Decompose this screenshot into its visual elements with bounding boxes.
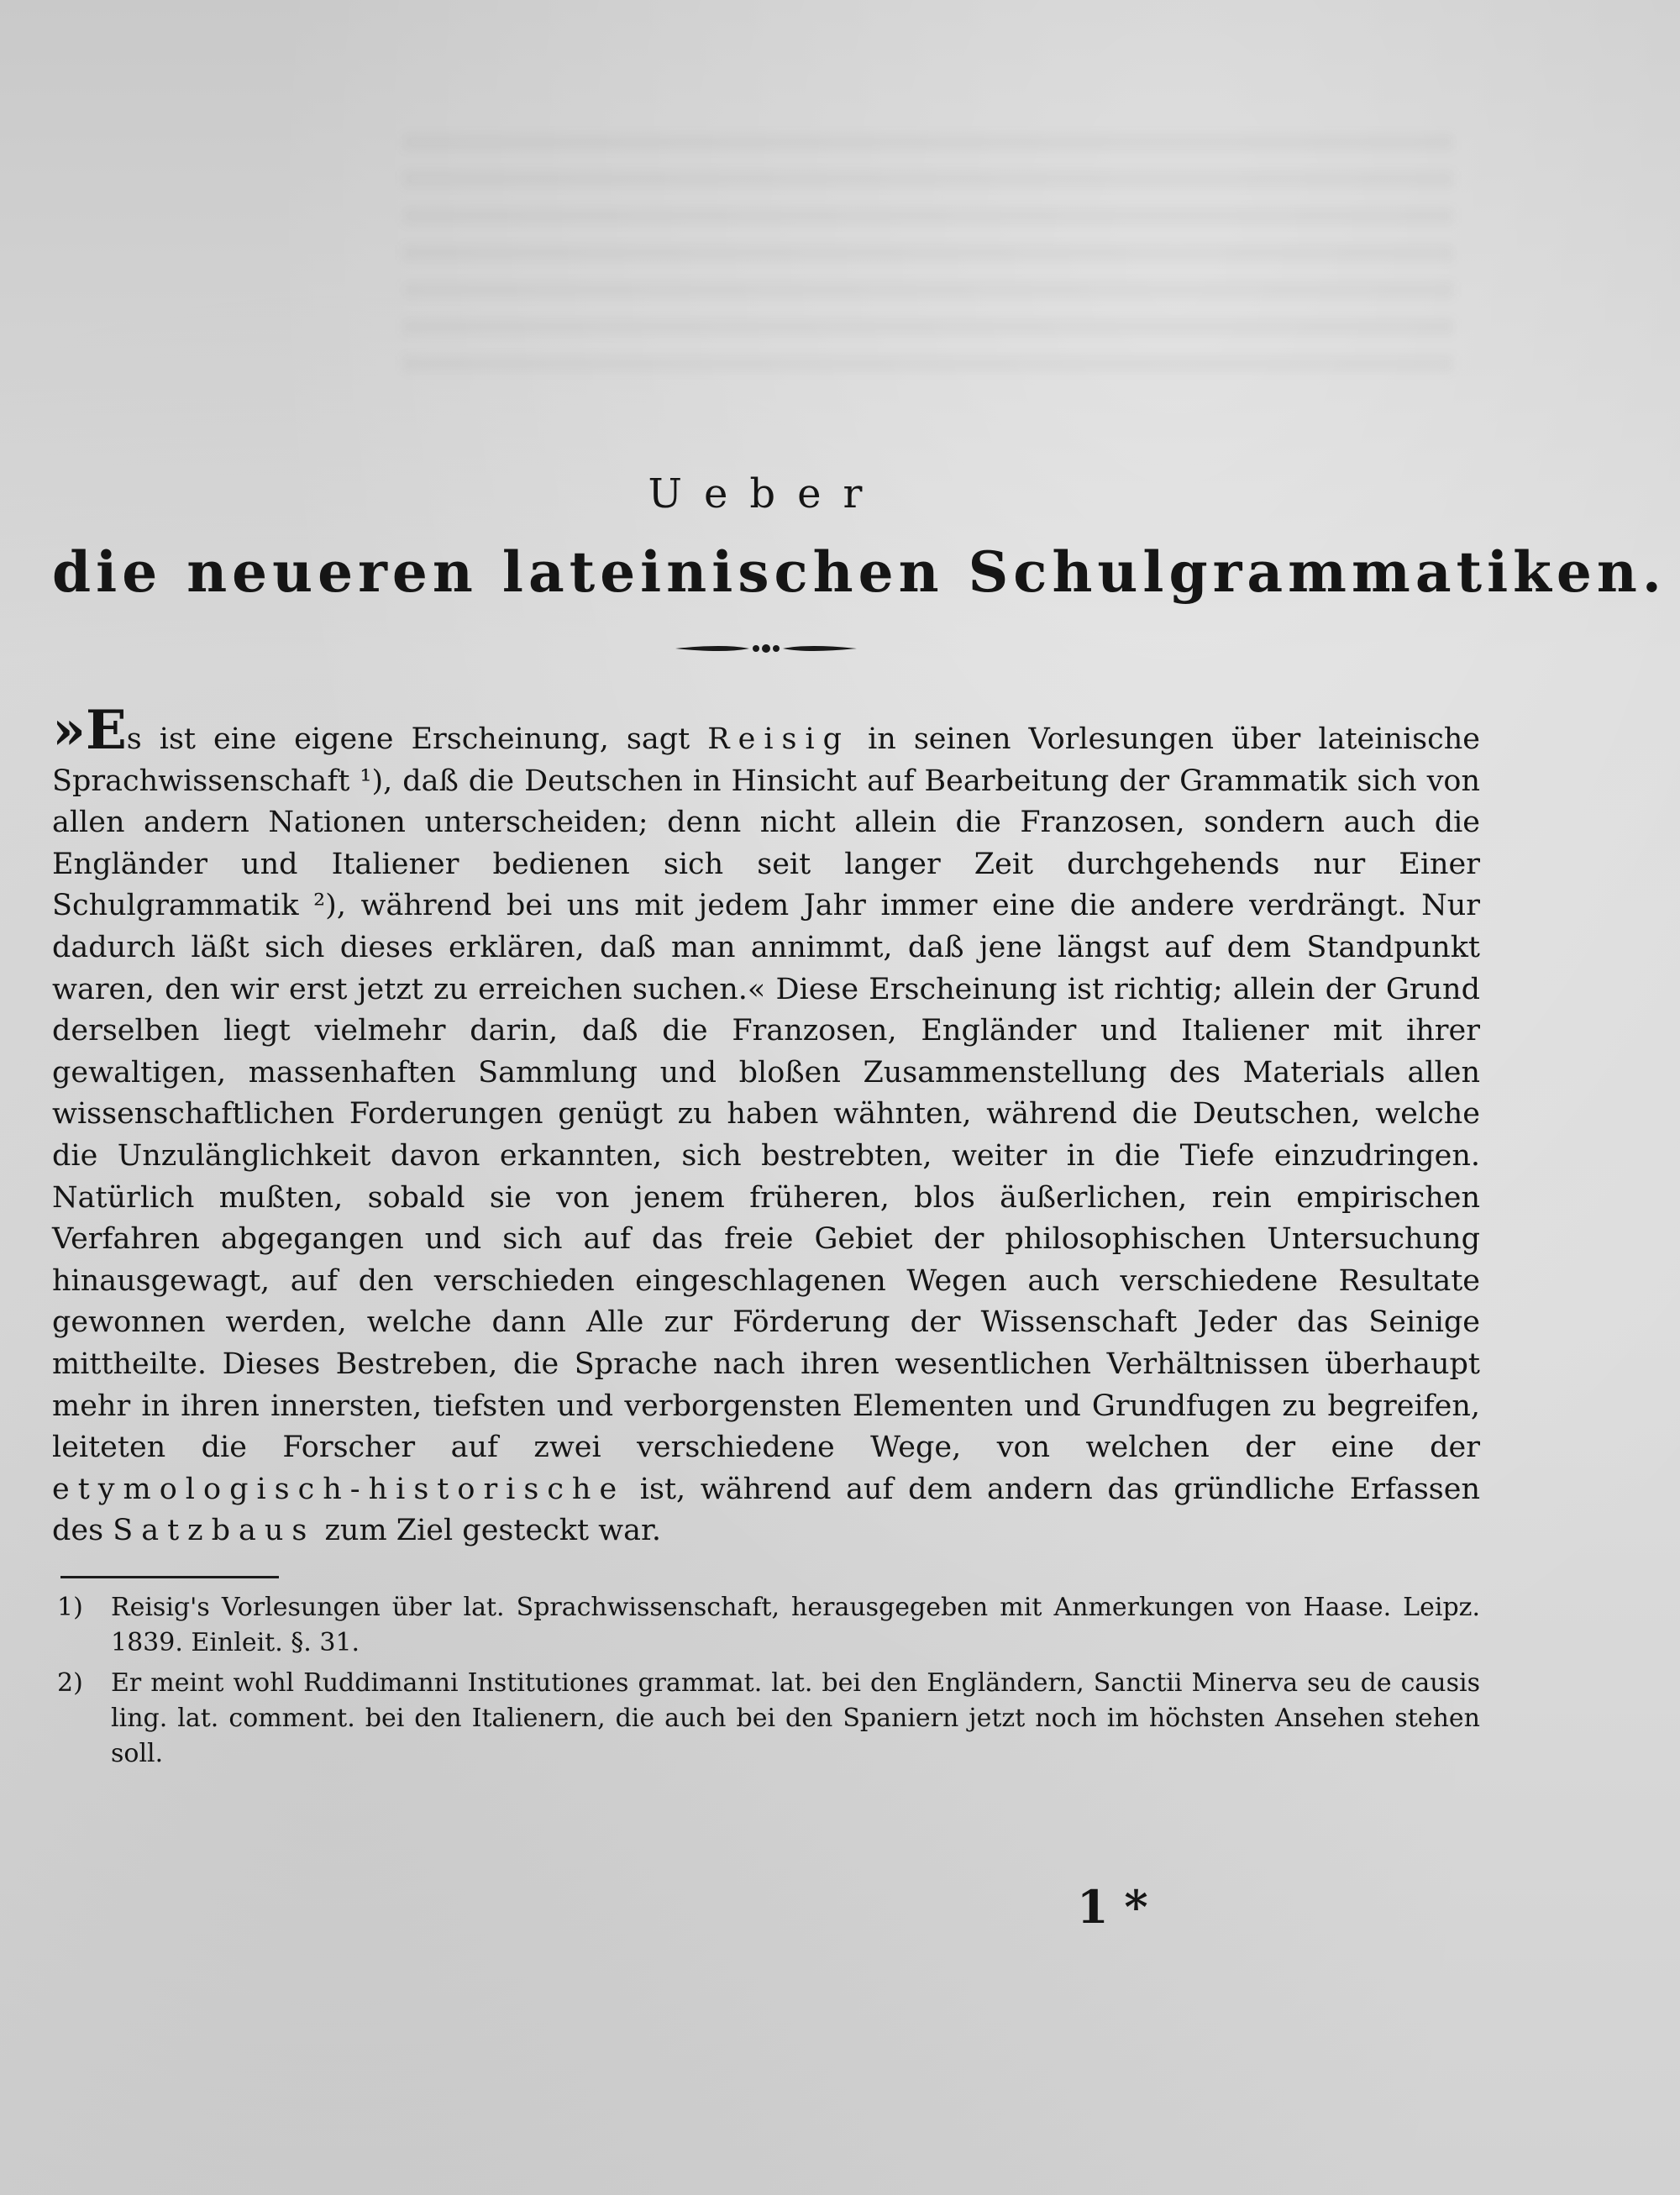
chapter-title: die neueren lateinischen Schulgrammatiken.	[52, 539, 1667, 605]
main-paragraph	[52, 699, 1481, 1552]
paragraph-text-4: zum Ziel gesteckt war.	[315, 1514, 662, 1548]
show-through-text	[403, 134, 1453, 386]
footnote-rule	[60, 1576, 279, 1578]
footnote-mark: 1)	[57, 1592, 83, 1622]
page-content	[52, 470, 1667, 1777]
author-name-spaced: Reisig	[707, 722, 851, 756]
term-etymological-spaced: etymologisch-historische	[52, 1472, 626, 1506]
term-satzbau-spaced: Satzbaus	[113, 1514, 316, 1548]
heading-pre: Ueber	[648, 470, 885, 517]
paragraph-text-1: s ist eine eigene Erscheinung, sagt	[126, 722, 708, 756]
footnote-text: Er meint wohl Ruddimanni Institutiones grammat. lat. bei den Engländern, Sanctii Minerva seu de causis ling. lat. comment. bei den Italienern, die auch bei den Spaniern jetzt noch im höchsten Ansehen stehen soll.	[111, 1667, 1480, 1768]
footnote-2	[52, 1666, 1480, 1772]
ornament-divider	[674, 638, 858, 659]
footnote-1	[52, 1590, 1480, 1661]
paragraph-text-2: in seinen Vorlesungen über lateinische Sprachwissenschaft ¹), daß die Deutschen in Hinsicht auf Bearbeitung der Grammatik sich von allen andern Nationen unterscheiden; denn nicht allein die Franzosen, sondern auch die Engländer und Italiener bedienen sich seit langer Zeit durchgehends nur Einer Schulgrammatik ²), während bei uns mit jedem Jahr immer eine die andere verdrängt. Nur dadurch läßt sich dieses erklären, daß man annimmt, daß jene längst auf dem Standpunkt waren, den wir erst jetzt zu erreichen suchen.« Diese Erscheinung ist richtig; allein der Grund derselben liegt vielmehr darin, daß die Franzosen, Engländer und Italiener mit ihrer gewaltigen, massenhaften Sammlung und bloßen Zusammenstellung des Materials allen wissenschaftlichen Forderungen genügt zu haben wähnten, während die Deutschen, welche die Unzulänglichkeit davon erkannten, sich bestrebten, weiter in die Tiefe einzudringen. Natürlich mußten, sobald sie von jenem früheren, blos äußerlichen, rein empirischen Verfahren abgegangen und sich auf das freie Gebiet der philosophischen Untersuchung hinausgewagt, auf den verschieden eingeschlagenen Wegen auch verschiedene Resultate gewonnen werden, welche dann Alle zur Förderung der Wissenschaft Jeder das Seinige mittheilte. Dieses Bestreben, die Sprache nach ihren wesentlichen Verhältnissen überhaupt mehr in ihren innersten, tiefsten und verborgensten Elementen und Grundfugen zu begreifen, leiteten die Forscher auf zwei verschiedene Wege, von welchen der eine der	[52, 722, 1481, 1465]
signature-mark: 1 *	[1077, 1880, 1148, 1934]
footnote-mark: 2)	[57, 1667, 83, 1698]
drop-cap: »E	[52, 699, 127, 762]
paragraph-text-3: ist, während auf dem andern das gründliche Erfassen des	[52, 1472, 1480, 1548]
footnote-text: Reisig's Vorlesungen über lat. Sprachwissenschaft, herausgegeben mit Anmerkungen von Haase. Leipz. 1839. Einleit. §. 31.	[111, 1592, 1480, 1657]
